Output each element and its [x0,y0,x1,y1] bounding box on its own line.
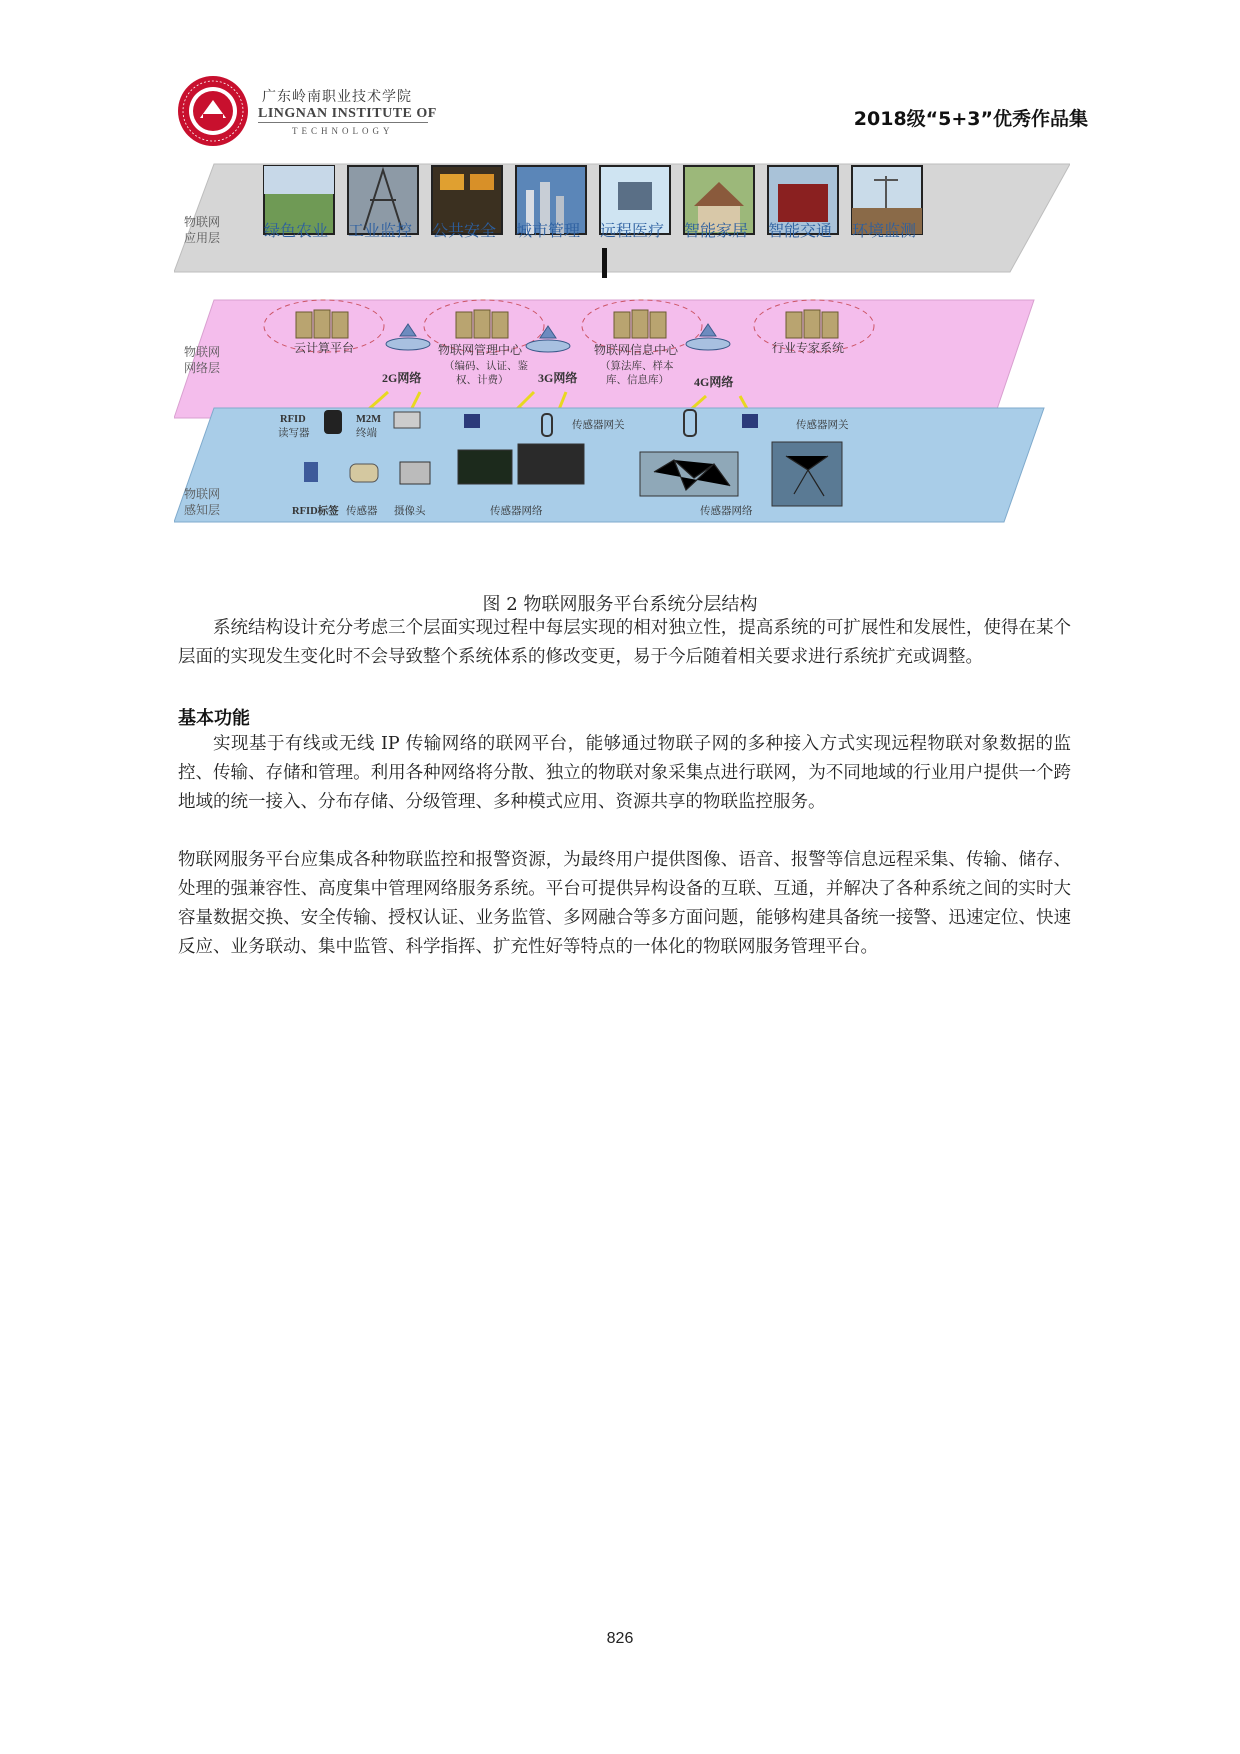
rfid-tag-label: RFID标签 [292,506,339,517]
app-item-security: 公共安全 [432,221,497,240]
paragraph-service: 物联网服务平台应集成各种物联监控和报警资源，为最终用户提供图像、语音、报警等信息远程采集、传输、储存、处理的强兼容性、高度集中管理网络服务系统。平台可提供异构设备的互联、互通，并解决了各种系统之间的实时大容量数据交换、安全传输、授权认证、业务监管、多网融合等多方面问题，能够构建具备统一接警、迅速定位、快速反应、业务联动、集中监管、科学指挥、扩充性好等特点的一体化的物联网服务管理平台。 [178,850,1071,957]
sensor-network-label-2: 传感器网络 [700,505,753,517]
camera-label: 摄像头 [394,505,426,517]
app-item-agriculture: 绿色农业 [264,221,329,240]
app-item-home: 智能家居 [684,221,749,240]
app-item-industrial: 工业监控 [348,221,413,240]
m2m-label-2: 终端 [356,427,377,439]
m2m-label-1: M2M [356,414,382,425]
app-item-city: 城市管理 [516,221,581,240]
institute-logo-seal [176,74,250,148]
sensing-layer-name-2: 感知层 [184,503,221,517]
network-layer-name-1: 物联网 [184,345,221,359]
layer-connector [602,248,607,278]
node-mgmt-detail-2: 权、计费） [456,374,509,386]
sensing-layer-name-1: 物联网 [184,487,221,501]
figure-caption: 图 2 物联网服务平台系统分层结构 [482,594,758,615]
link-4g: 4G网络 [694,375,734,389]
rfid-reader-label-2: 读写器 [278,427,310,439]
gateway-label-2: 传感器网关 [796,419,849,431]
gateway-label-1: 传感器网关 [572,419,625,431]
node-info-detail-1: （算法库、样本 [600,360,674,372]
institute-name-en-line2: TECHNOLOGY [292,126,394,136]
node-info-center: 物联网信息中心 [594,343,679,357]
institute-name-cn: 广东岭南职业技术学院 [262,89,412,105]
app-item-medical: 远程医疗 [600,221,665,240]
rfid-reader-label-1: RFID [280,414,306,425]
node-mgmt-detail-1: （编码、认证、鉴 [444,360,528,372]
sensor-network-label-1: 传感器网络 [490,505,543,517]
iot-layer-diagram [174,160,1070,585]
link-3g: 3G网络 [538,371,578,385]
paragraph-platform: 实现基于有线或无线 IP 传输网络的联网平台，能够通过物联子网的多种接入方式实现远程物联对象数据的监控、传输、存储和管理。利用各种网络将分散、独立的物联对象采集点进行联网，为不同地域的行业用户提供一个跨地域的统一接入、分布存储、分级管理、多种模式应用、资源共享的物联监控服务。 [178,734,1071,812]
page-number: 826 [606,1630,634,1647]
node-cloud-platform: 云计算平台 [294,341,355,355]
application-layer-name-2: 应用层 [184,231,221,245]
collection-title: 2018级“5+3”优秀作品集 [853,108,1088,130]
sensor-label: 传感器 [346,505,378,517]
node-info-detail-2: 库、信息库） [606,374,669,386]
application-layer-name-1: 物联网 [184,215,221,229]
app-item-traffic: 智能交通 [768,221,833,240]
institute-name-en: LINGNAN INSTITUTE OF [258,106,437,121]
paragraph-architecture: 系统结构设计充分考虑三个层面实现过程中每层实现的相对独立性，提高系统的可扩展性和发展性，使得在某个层面的实现发生变化时不会导致整个系统体系的修改变更，易于今后随着相关要求进行系统扩充或调整。 [178,618,1071,667]
node-expert-system: 行业专家系统 [772,341,845,355]
institute-divider [258,122,428,123]
node-mgmt-center: 物联网管理中心 [438,343,523,357]
link-2g: 2G网络 [382,371,422,385]
section-heading-basic-functions: 基本功能 [178,708,250,729]
app-item-environment: 环境监测 [852,221,917,240]
network-layer-name-2: 网络层 [184,361,221,375]
